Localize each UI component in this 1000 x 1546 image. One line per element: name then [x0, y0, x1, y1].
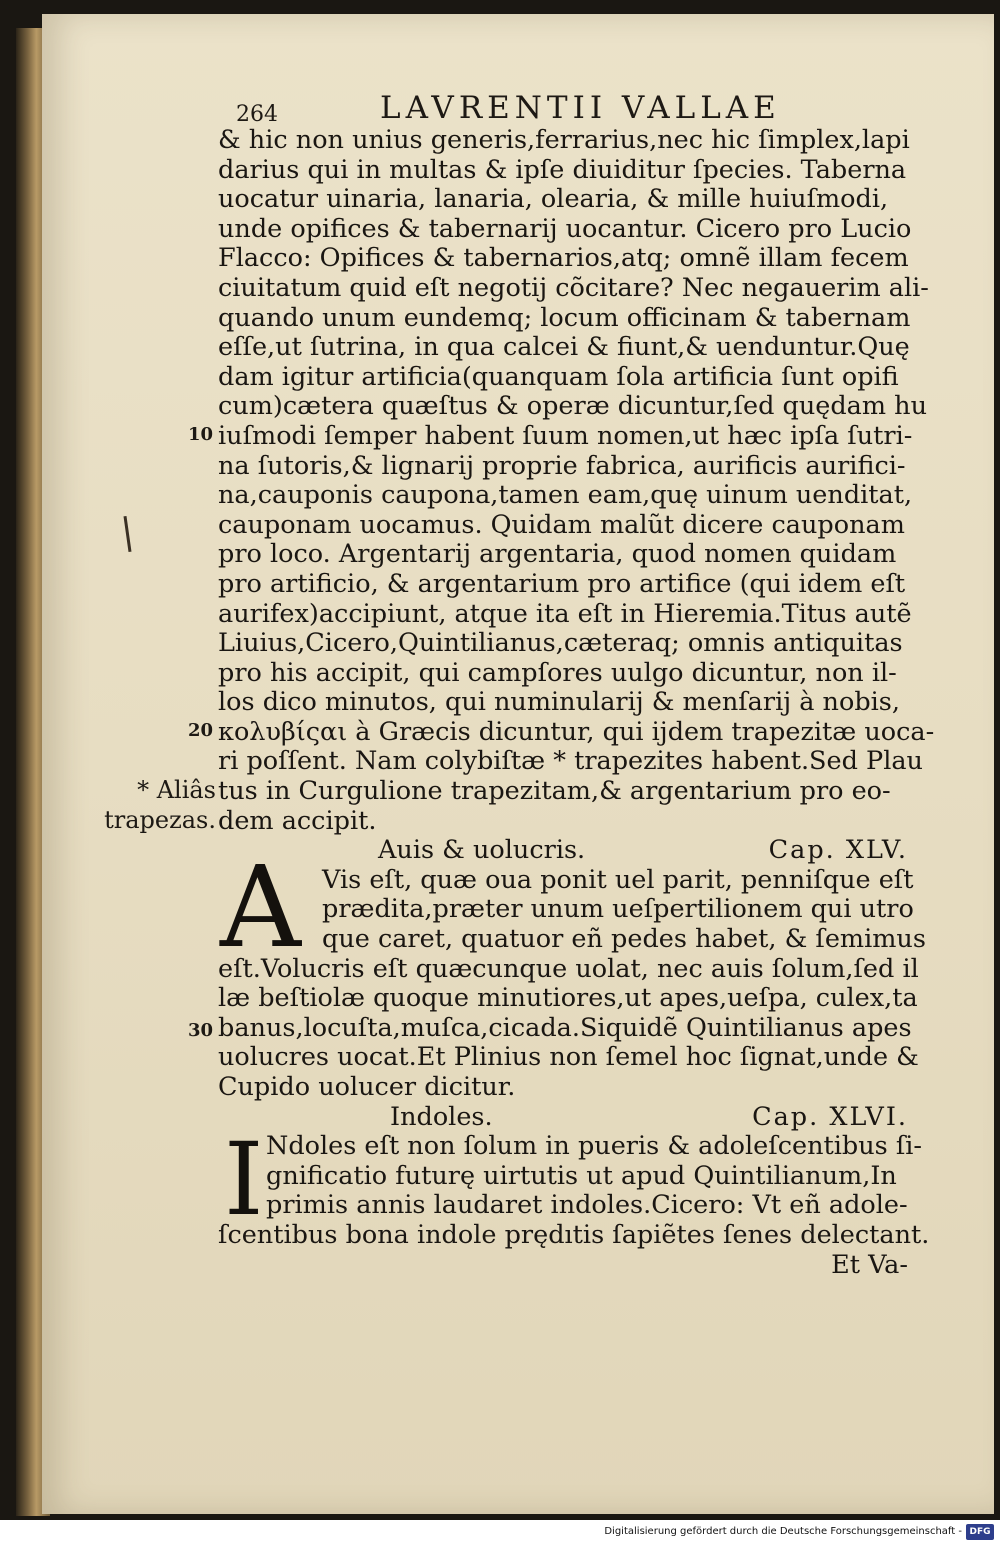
- text-line: uocatur uinaria, lanaria, olearia, & mille huiuſmodi,: [218, 184, 889, 215]
- text-line: & hic non unius generis,ferrarius,nec hic ſimplex,lapi: [218, 125, 910, 155]
- text-line: dem accipit.: [218, 805, 377, 836]
- chapter-title: Indoles.: [390, 1101, 493, 1132]
- chapter-title: Auis & uolucris.: [378, 835, 586, 866]
- drop-cap: I: [224, 1121, 264, 1239]
- margin-line-number-30: 30: [188, 1020, 214, 1041]
- text-line: cauponam uocamus. Quidam malũt dicere cauponam: [218, 509, 905, 540]
- text-line: uolucres uocat.Et Plinius non ſemel hoc ſignat,unde &: [218, 1042, 919, 1073]
- text-line: gnificatio futurę uirtutis ut apud Quintilianum,In: [266, 1160, 897, 1191]
- footer-bar: [0, 1520, 1000, 1546]
- text-line: pro his accipit, qui campſores uulgo dicuntur, non il-: [218, 657, 897, 688]
- text-line: Liuius,Cicero,Quintilianus,cæteraq; omnis antiquitas: [218, 628, 903, 659]
- text-line: na,cauponis caupona,tamen eam,quę uinum uenditat,: [218, 480, 913, 511]
- margin-note-line-2: trapezas.: [104, 805, 216, 834]
- margin-note-line-1: * Aliâs: [137, 776, 216, 804]
- text-line: eſſe,ut ſutrina, in qua calcei & fiunt,& uenduntur.Quę: [218, 332, 910, 363]
- text-line: dam igitur artificia(quanquam ſola artificia ſunt opifi: [218, 361, 899, 392]
- chapter-number: Cap. XLV.: [768, 835, 908, 866]
- running-head: LAVRENTII VALLAE: [380, 90, 781, 126]
- text-line: los dico minutos, qui numinularij & menſarij à nobis,: [218, 687, 901, 718]
- text-line: prædita,præter unum ueſpertilionem qui utro: [322, 894, 914, 925]
- text-line: læ beſtiolæ quoque minutiores,ut apes,ueſpa, culex,ta: [218, 983, 918, 1014]
- text-line: Flacco: Opifices & tabernarios,atq; omnẽ illam fecem: [218, 243, 909, 274]
- text-line: ciuitatum quid eſt negotij cõcitare? Nec negauerim ali-: [218, 272, 929, 303]
- drop-cap: A: [220, 842, 301, 973]
- text-line: iuſmodi ſemper habent ſuum nomen,ut hæc ipſa ſutri-: [218, 420, 913, 451]
- text-line: ſcentibus bona indole prędıtis ſapiẽtes ſenes delectant.: [218, 1219, 930, 1250]
- text-line: ri poſſent. Nam colybiſtæ * trapezites habent.Sed Plau: [218, 746, 923, 777]
- dfg-logo-icon: DFG: [966, 1524, 994, 1540]
- text-line: tus in Curgulione trapezitam,& argentarium pro eo-: [218, 776, 891, 807]
- footer-credit: Digitalisierung gefördert durch die Deutsche Forschungsgemeinschaft -: [604, 1526, 962, 1537]
- chapter-number: Cap. XLVI.: [752, 1101, 908, 1132]
- text-line: pro artificio, & argentarium pro artifice (qui idem eſt: [218, 568, 906, 599]
- text-line: cum)cætera quæſtus & operæ dicuntur,ſed quędam hu: [218, 391, 927, 422]
- text-line: que caret, quatuor eñ pedes habet, & ſemimus: [322, 924, 926, 955]
- margin-note: [94, 776, 216, 835]
- text-line: Ndoles eſt non ſolum in pueris & adoleſcentibus ſi-: [266, 1131, 923, 1162]
- text-line: unde opifices & tabernarij uocantur. Cicero pro Lucio: [218, 213, 912, 244]
- chapter-heading-46: [218, 1103, 908, 1133]
- margin-line-number-20: 20: [188, 720, 214, 741]
- main-text: [218, 125, 935, 1280]
- text-line: Cupido uolucer dicitur.: [218, 1072, 516, 1102]
- text-line: aurifex)accipiunt, atque ita eſt in Hieremia.Titus autẽ: [218, 598, 912, 629]
- text-line: na ſutoris,& lignarij proprie fabrica, aurificis aurifici-: [218, 450, 906, 481]
- text-line: banus,locuſta,muſca,cicada.Siquidẽ Quintilianus apes: [218, 1012, 912, 1043]
- margin-line-number-10: 10: [188, 424, 214, 445]
- text-line: eſt.Volucris eſt quæcunque uolat, nec auis ſolum,ſed il: [218, 953, 919, 984]
- text-line: κολυβίςαι à Græcis dicuntur, qui ijdem trapezitæ uoca-: [218, 716, 935, 747]
- catchword: Et Va-: [831, 1249, 908, 1280]
- text-line: primis annis laudaret indoles.Cicero: Vt eñ adole-: [266, 1190, 908, 1221]
- text-line: quando unum eundemq; locum officinam & tabernam: [218, 302, 911, 333]
- text-line: darius qui in multas & ipſe diuiditur ſpecies. Taberna: [218, 154, 907, 185]
- chapter-heading-45: [218, 836, 908, 866]
- page-number: 264: [236, 102, 278, 127]
- text-line: pro loco. Argentarij argentaria, quod nomen quidam: [218, 539, 897, 570]
- chapter-46-paragraph: [218, 1121, 930, 1280]
- text-line: Vis eſt, quæ oua ponit uel parit, penniſque eſt: [322, 864, 914, 895]
